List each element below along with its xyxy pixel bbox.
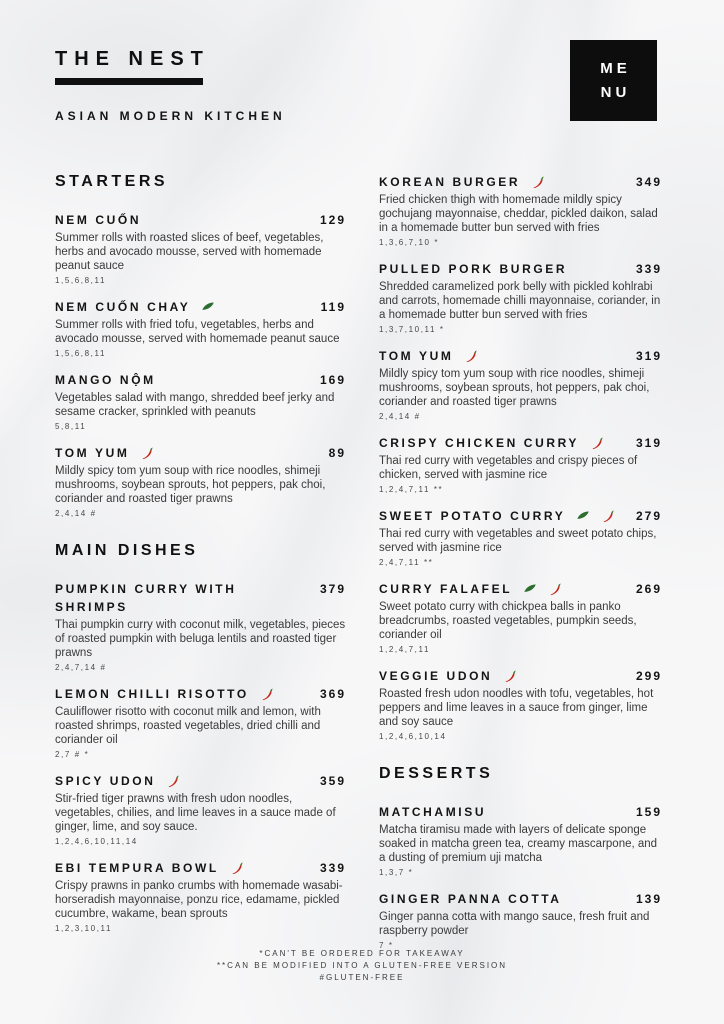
menu-item-tom-yum: [55, 444, 346, 518]
item-allergens: 1,5,6,8,11: [55, 276, 106, 286]
section-heading: STARTERS: [55, 173, 169, 190]
item-description: Cauliflower risotto with coconut milk and lemon, with roasted shrimps, roasted vegetables, dried chilli and coriander oil: [55, 706, 321, 747]
menu-item-veggie-udon: [379, 667, 662, 741]
item-allergens: 1,2,4,6,10,11,14: [55, 837, 138, 847]
item-description: Shredded caramelized pork belly with pickled kohlrabi and carrots, homemade chilli mayonnaise, coriander, in a homemade butter bun served with fries: [379, 281, 661, 322]
item-description: Mildly spicy tom yum soup with rice noodles, shimeji mushrooms, soybean sprouts, hot peppers, pak choi, coriander and roasted tiger prawns: [379, 368, 650, 409]
menu-item-nem-cuon: [55, 211, 346, 285]
item-allergens: 1,3,6,7,10 *: [379, 238, 440, 248]
item-description: Mildly spicy tom yum soup with rice noodles, shimeji mushrooms, soybean sprouts, hot peppers, pak choi, coriander and roasted tiger prawns: [55, 465, 326, 506]
leaf-icon: [523, 582, 537, 596]
restaurant-tagline: ASIAN MODERN KITCHEN: [55, 109, 286, 123]
item-name: NEM CUỐN CHAY: [55, 300, 191, 315]
column-gap: [346, 173, 379, 963]
menu-item-nem-cuon-chay: [55, 298, 346, 358]
item-description: Sweet potato curry with chickpea balls in panko breadcrumbs, roasted vegetables, pumpkin seeds, coriander oil: [379, 601, 637, 642]
section-starters: [55, 173, 346, 518]
menu-item-pulled-pork-burger: [379, 260, 662, 334]
item-name: MATCHAMISU: [379, 805, 487, 820]
item-price: 339: [319, 861, 346, 876]
chili-icon: [601, 509, 615, 523]
section-mains-continued: [379, 173, 662, 741]
item-description: Summer rolls with roasted slices of beef, vegetables, herbs and avocado mousse, served with homemade peanut sauce: [55, 232, 324, 273]
menu-item-lemon-chilli-risotto: [55, 685, 346, 759]
item-name: LEMON CHILLI RISOTTO: [55, 687, 249, 702]
menu-item-mango-nom: [55, 371, 346, 431]
menu-badge-line1: ME: [600, 60, 631, 78]
leaf-icon: [201, 300, 215, 314]
item-allergens: 2,4,7,14 #: [55, 663, 107, 673]
item-price: 319: [635, 349, 662, 364]
leaf-icon: [576, 509, 590, 523]
footnote-gluten-free-version: **CAN BE MODIFIED INTO A GLUTEN-FREE VERSION: [216, 961, 508, 970]
item-name: TOM YUM: [55, 446, 130, 461]
item-allergens: 7 *: [379, 941, 394, 951]
menu-item-pumpkin-curry: [55, 580, 346, 672]
section-heading: DESSERTS: [379, 765, 494, 783]
item-price: 139: [635, 892, 662, 907]
item-price: 359: [319, 774, 346, 789]
item-name: EBI TEMPURA BOWL: [55, 861, 219, 876]
chili-icon: [531, 175, 545, 189]
chili-icon: [166, 774, 180, 788]
item-price: 169: [319, 373, 346, 388]
menu-item-sweet-potato-curry: [379, 507, 662, 567]
restaurant-name: THE NEST: [55, 48, 210, 70]
item-description: Vegetables salad with mango, shredded beef jerky and sesame cracker, sprinkled with peanuts: [55, 392, 335, 419]
chili-icon: [464, 349, 478, 363]
chili-icon: [230, 861, 244, 875]
section-desserts: [379, 765, 662, 950]
item-price: 89: [328, 446, 346, 461]
item-price: 269: [635, 582, 662, 597]
item-name: TOM YUM: [379, 349, 454, 364]
menu-badge: [570, 40, 657, 121]
menu-column-right: [379, 173, 662, 963]
item-allergens: 1,3,7 *: [379, 868, 414, 878]
chili-icon: [548, 582, 562, 596]
item-allergens: 2,4,14 #: [379, 412, 421, 422]
item-allergens: 5,8,11: [55, 422, 87, 432]
item-price: 279: [635, 509, 662, 524]
item-price: 129: [319, 213, 346, 227]
menu-columns: [55, 173, 662, 963]
item-price: 349: [635, 175, 662, 189]
item-name: PULLED PORK BURGER: [379, 262, 568, 277]
item-price: 299: [635, 669, 662, 684]
item-description: Stir-fried tiger prawns with fresh udon noodles, vegetables, chilies, and lime leaves in a sauce made of ginger, lime, and soy sauce.: [55, 793, 336, 834]
item-allergens: 1,3,7,10,11 *: [379, 325, 445, 335]
item-name: CURRY FALAFEL: [379, 582, 513, 597]
item-allergens: 1,2,4,7,11: [379, 645, 430, 655]
item-allergens: 1,2,4,7,11 **: [379, 485, 444, 495]
item-price: 159: [635, 805, 662, 820]
item-name: KOREAN BURGER: [379, 175, 521, 189]
item-name: SPICY UDON: [55, 774, 156, 789]
item-allergens: 1,2,4,6,10,14: [379, 732, 447, 742]
item-name: MANGO NỘM: [55, 373, 156, 388]
item-allergens: 1,2,3,10,11: [55, 924, 113, 934]
item-name: SWEET POTATO CURRY: [379, 509, 566, 524]
chili-icon: [140, 446, 154, 460]
menu-item-tom-yum-large: [379, 347, 662, 421]
item-allergens: 2,7 # *: [55, 750, 90, 760]
item-description: Thai red curry with vegetables and sweet potato chips, served with jasmine rice: [379, 528, 657, 555]
item-price: 339: [635, 262, 662, 277]
menu-item-ginger-panna-cotta: [379, 890, 662, 950]
menu-item-curry-falafel: [379, 580, 662, 654]
item-name: VEGGIE UDON: [379, 669, 493, 684]
item-description: Roasted fresh udon noodles with tofu, vegetables, hot peppers and lime leaves in a sauce from ginger, lime and soy sauce: [379, 688, 654, 729]
item-name: PUMPKIN CURRY WITH SHRIMPS: [55, 582, 237, 615]
item-name: NEM CUỐN: [55, 213, 142, 227]
section-main-dishes: [55, 542, 346, 933]
footnotes: [0, 948, 724, 984]
item-price: 119: [320, 300, 346, 315]
menu-item-korean-burger: [379, 173, 662, 247]
item-description: Thai red curry with vegetables and crispy pieces of chicken, served with jasmine rice: [379, 455, 638, 482]
item-description: Matcha tiramisu made with layers of delicate sponge soaked in matcha green tea, creamy mascarpone, and a dusting of premium uji matcha: [379, 824, 658, 865]
menu-column-left: [55, 173, 346, 963]
menu-item-spicy-udon: [55, 772, 346, 846]
item-description: Summer rolls with fried tofu, vegetables, herbs and avocado mousse, served with homemade peanut sauce: [55, 319, 340, 346]
chili-icon: [260, 687, 274, 701]
menu-item-matchamisu: [379, 803, 662, 877]
item-description: Thai pumpkin curry with coconut milk, vegetables, pieces of roasted pumpkin with beluga lentils and roasted tiger prawns: [55, 619, 346, 660]
footnote-gluten-free: #GLUTEN-FREE: [319, 973, 405, 982]
item-price: 369: [319, 687, 346, 702]
footnote-takeaway: *CAN'T BE ORDERED FOR TAKEAWAY: [259, 949, 465, 958]
item-price: 379: [319, 582, 346, 597]
chili-icon: [590, 436, 604, 450]
menu-item-ebi-tempura-bowl: [55, 859, 346, 933]
chili-icon: [503, 669, 517, 683]
item-allergens: 1,5,6,8,11: [55, 349, 106, 359]
title-underline: [55, 78, 203, 85]
section-heading: MAIN DISHES: [55, 542, 199, 560]
item-name: GINGER PANNA COTTA: [379, 892, 562, 907]
menu-badge-line2: NU: [600, 83, 631, 101]
item-description: Ginger panna cotta with mango sauce, fresh fruit and raspberry powder: [379, 911, 650, 938]
item-description: Fried chicken thigh with homemade mildly spicy gochujang mayonnaise, cheddar, pickled daikon, salad in a homemade butter bun served with fries: [379, 194, 658, 235]
item-allergens: 2,4,7,11 **: [379, 558, 434, 568]
menu-item-crispy-chicken-curry: [379, 434, 662, 494]
item-description: Crispy prawns in panko crumbs with homemade wasabi-horseradish mayonnaise, ponzu rice, edamame, pickled cucumbre, wakame, bean sprouts: [55, 880, 343, 921]
item-name: CRISPY CHICKEN CURRY: [379, 436, 580, 451]
item-price: 319: [635, 436, 662, 451]
item-allergens: 2,4,14 #: [55, 509, 97, 519]
